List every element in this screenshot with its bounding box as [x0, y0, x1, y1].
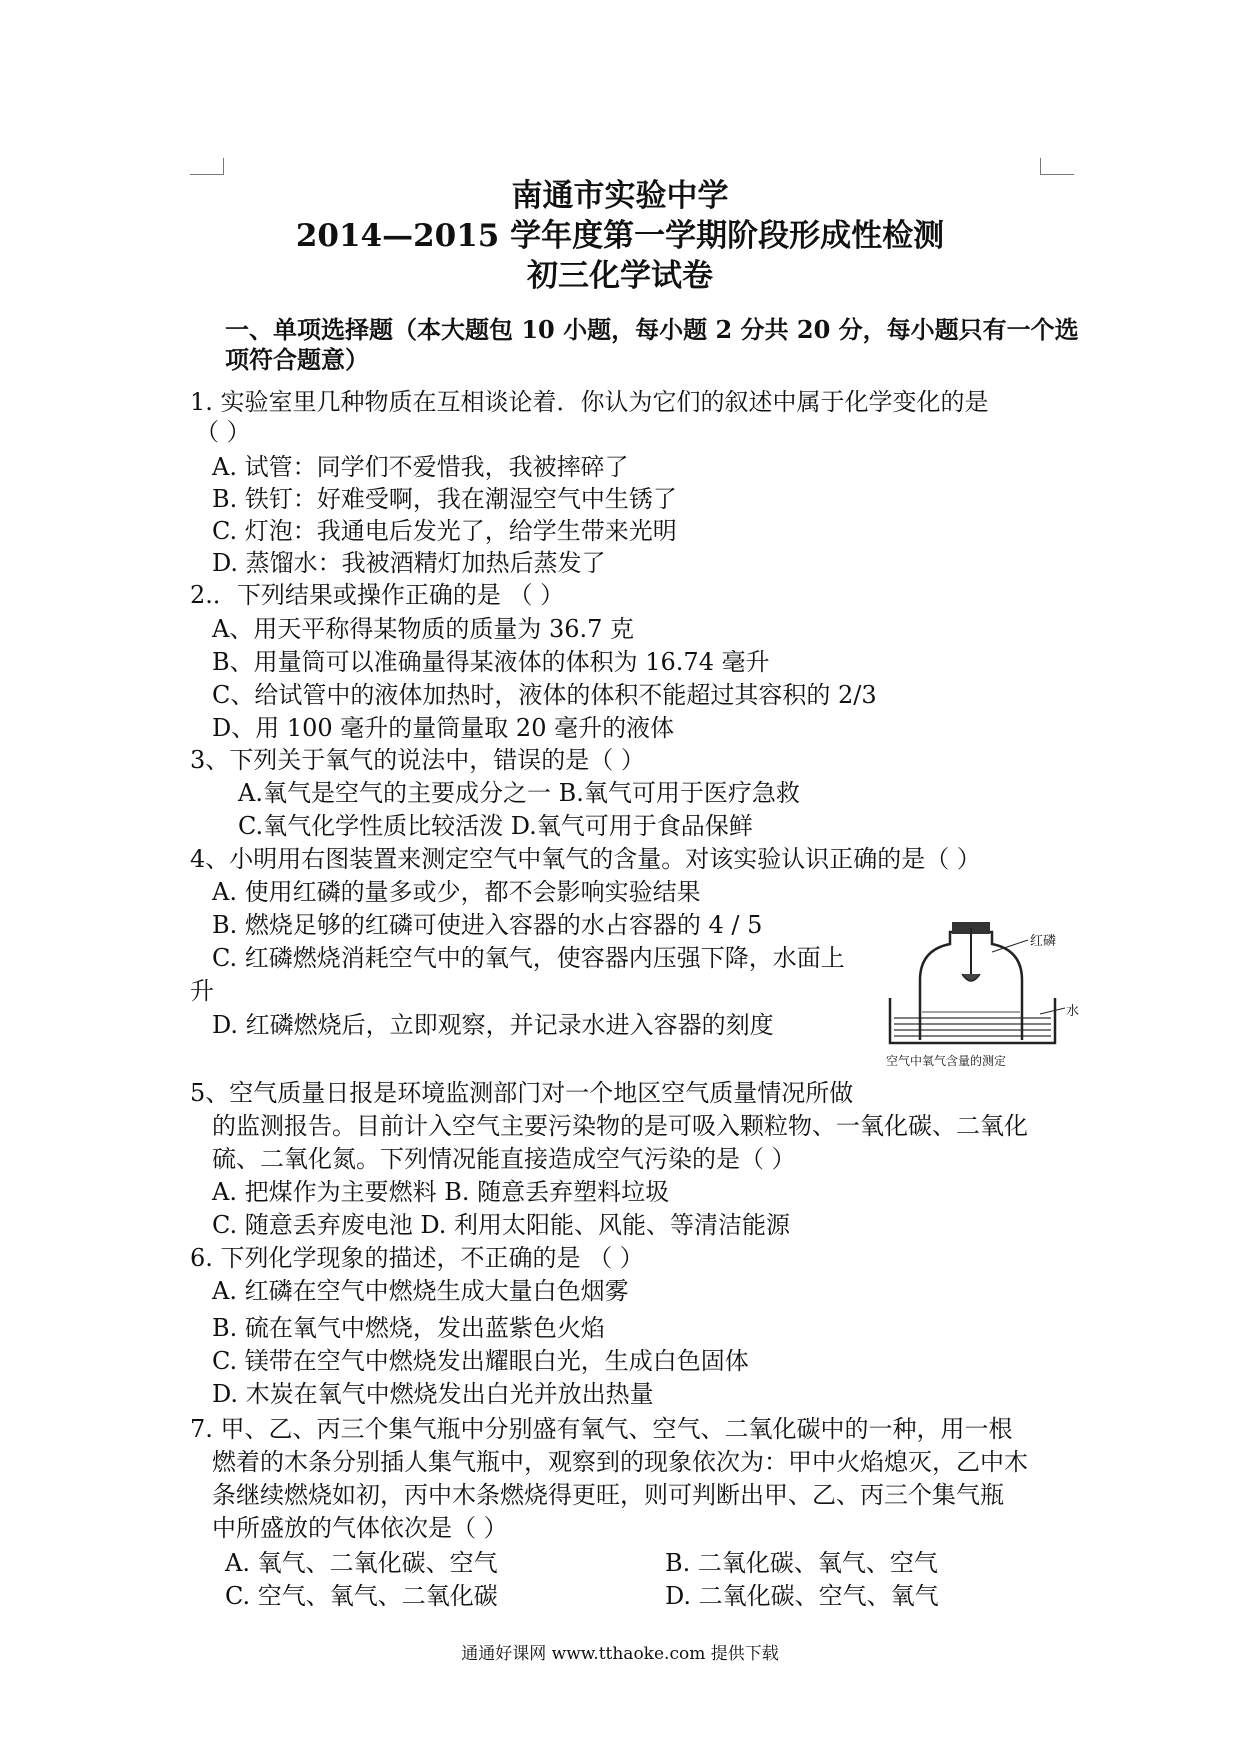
option-a: A. 氧气、二氧化碳、空气	[225, 1549, 498, 1577]
question-stem-cont: 条继续燃烧如初，丙中木条燃烧得更旺，则可判断出甲、乙、丙三个集气瓶	[212, 1481, 1004, 1509]
question-stem-cont: 硫、二氧化氮。下列情况能直接造成空气污染的是（ ）	[212, 1145, 796, 1173]
option-row-cd: C. 随意丢弃废电池 D. 利用太阳能、风能、等清洁能源	[212, 1211, 791, 1239]
option-c-wrap: 升	[190, 977, 214, 1005]
answer-blank: （ ）	[195, 418, 251, 446]
option-row-cd: C.氧气化学性质比较活泼 D.氧气可用于食品保鲜	[238, 812, 753, 840]
option-c: C. 灯泡：我通电后发光了，给学生带来光明	[212, 517, 677, 545]
option-b: B、用量筒可以准确量得某液体的体积为 16.74 毫升	[212, 648, 770, 676]
question-stem: 5、空气质量日报是环境监测部门对一个地区空气质量情况所做	[190, 1079, 854, 1107]
question-stem: 6. 下列化学现象的描述，不正确的是 （ ）	[190, 1244, 644, 1272]
school-title: 南通市实验中学	[511, 178, 729, 214]
option-d: D、用 100 毫升的量筒量取 20 毫升的液体	[212, 714, 675, 742]
figure-caption: 空气中氧气含量的测定	[886, 1054, 1007, 1068]
option-d: D. 红磷燃烧后，立即观察，并记录水进入容器的刻度	[212, 1011, 774, 1039]
option-c: C. 红磷燃烧消耗空气中的氧气，使容器内压强下降，水面上	[212, 944, 845, 972]
option-c: C. 镁带在空气中燃烧发出耀眼白光，生成白色固体	[212, 1347, 749, 1375]
option-b: B. 二氧化碳、氧气、空气	[665, 1549, 938, 1577]
option-row-ab: A.氧气是空气的主要成分之一 B.氧气可用于医疗急救	[238, 779, 800, 807]
page-footer: 通通好课网 www.tthaoke.com 提供下载	[461, 1644, 779, 1664]
question-stem: 4、小明用右图装置来测定空气中氧气的含量。对该实验认识正确的是（ ）	[190, 845, 981, 873]
section-heading: 一、单项选择题（本大题包 10 小题，每小题 2 分共 20 分，每小题只有一个选	[225, 315, 1079, 344]
question-stem: 7. 甲、乙、丙三个集气瓶中分别盛有氧气、空气、二氧化碳中的一种，用一根	[190, 1415, 1013, 1443]
option-b: B. 铁钉：好难受啊，我在潮湿空气中生锈了	[212, 485, 677, 513]
option-a: A. 使用红磷的量多或少，都不会影响实验结果	[212, 878, 701, 906]
section-heading-cont: 项符合题意）	[225, 345, 369, 374]
figure-label-water: 水	[1066, 1004, 1080, 1019]
figure-label-red-phosphorus: 红磷	[1030, 934, 1057, 949]
option-a: A. 红磷在空气中燃烧生成大量白色烟雾	[212, 1277, 629, 1305]
exam-term-title: 2014—2015 学年度第一学期阶段形成性检测	[295, 218, 945, 254]
option-row-ab: A. 把煤作为主要燃料 B. 随意丢弃塑料垃圾	[212, 1178, 670, 1206]
option-a: A、用天平称得某物质的质量为 36.7 克	[212, 615, 635, 643]
option-b: B. 硫在氧气中燃烧，发出蓝紫色火焰	[212, 1314, 605, 1342]
option-d: D. 木炭在氧气中燃烧发出白光并放出热量	[212, 1380, 654, 1408]
option-d: D. 二氧化碳、空气、氧气	[665, 1582, 939, 1610]
exam-subject-title: 初三化学试卷	[527, 258, 713, 294]
option-a: A. 试管：同学们不爱惜我，我被摔碎了	[212, 453, 629, 481]
option-c: C、给试管中的液体加热时，液体的体积不能超过其容积的 2/3	[212, 681, 877, 709]
question-stem-cont: 中所盛放的气体依次是（ ）	[212, 1514, 508, 1542]
question-stem: 1. 实验室里几种物质在互相谈论着．你认为它们的叙述中属于化学变化的是	[190, 388, 989, 416]
option-d: D. 蒸馏水：我被酒精灯加热后蒸发了	[212, 549, 606, 577]
option-b: B. 燃烧足够的红磷可使进入容器的水占容器的 4 / 5	[212, 911, 763, 939]
option-c: C. 空气、氧气、二氧化碳	[225, 1582, 498, 1610]
question-stem: 2.．下列结果或操作正确的是 （ ）	[190, 581, 565, 609]
question-stem-cont: 的监测报告。目前计入空气主要污染物的是可吸入颗粒物、一氧化碳、二氧化	[212, 1112, 1028, 1140]
question-stem: 3、下列关于氧气的说法中，错误的是（ ）	[190, 746, 645, 774]
question-stem-cont: 燃着的木条分别插人集气瓶中，观察到的现象依次为：甲中火焰熄灭，乙中木	[212, 1448, 1028, 1476]
